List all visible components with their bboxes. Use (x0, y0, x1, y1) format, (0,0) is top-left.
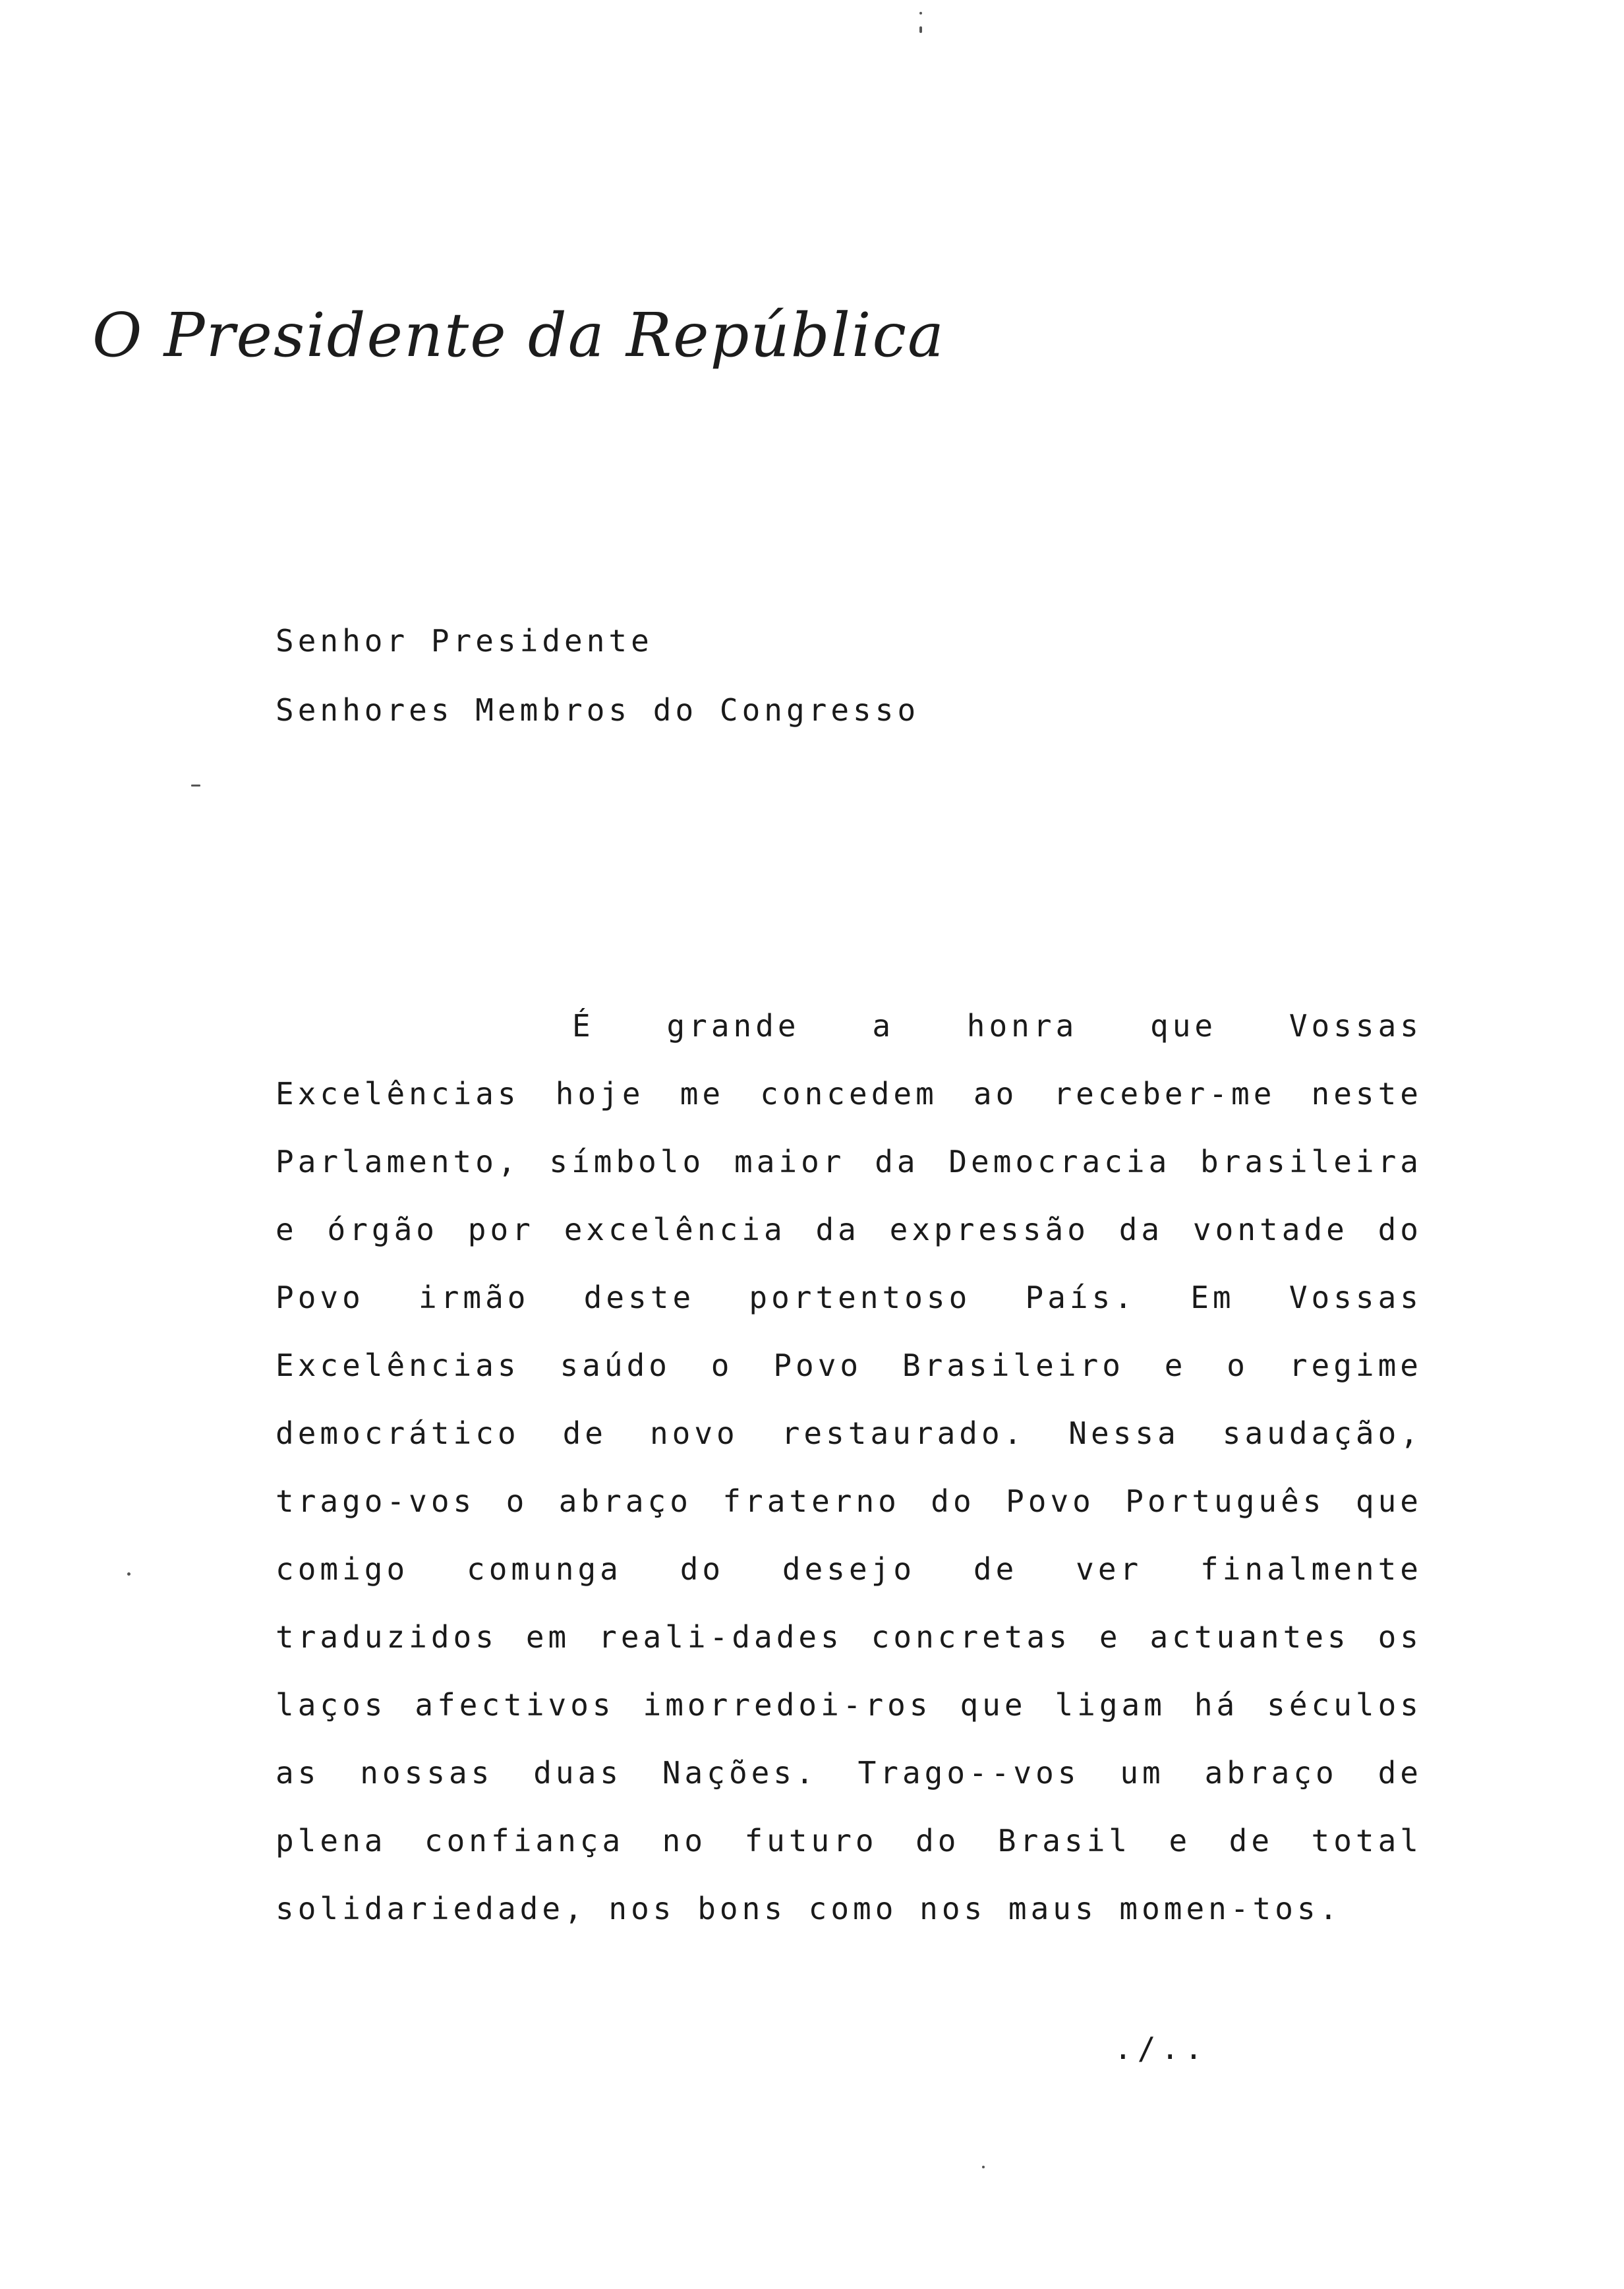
letterhead-title: O Presidente da República (92, 300, 945, 371)
scan-speck (127, 1572, 130, 1576)
salutation-line-1: Senhor Presidente (276, 623, 653, 659)
scan-speck (982, 2166, 985, 2168)
salutation-line-2: Senhores Membros do Congresso (276, 692, 920, 728)
speech-paragraph: É grande a honra que Vossas Excelências hoje me concedem ao receber-me neste Parlamento, símbolo maior da Democracia brasileira e órgão por excelência da expressão da vontade do Povo irmão deste portentoso País. Em Vossas Excelências saúdo o Povo Brasileiro e o regime democrático de novo restaurado. Nessa saudação, trago-vos o abraço fraterno do Povo Português que comigo comunga do desejo de ver finalmente traduzidos em reali-dades concretas e actuantes os laços afectivos imorredoi-ros que ligam há séculos as nossas duas Nações. Trago--vos um abraço de plena confiança no futuro do Brasil e de total solidariedade, nos bons como nos maus momen-tos. (276, 1008, 1422, 1926)
scan-speck (191, 785, 200, 787)
scan-speck (919, 26, 922, 33)
scan-speck (919, 12, 922, 15)
continuation-mark: ./.. (1114, 2031, 1208, 2066)
